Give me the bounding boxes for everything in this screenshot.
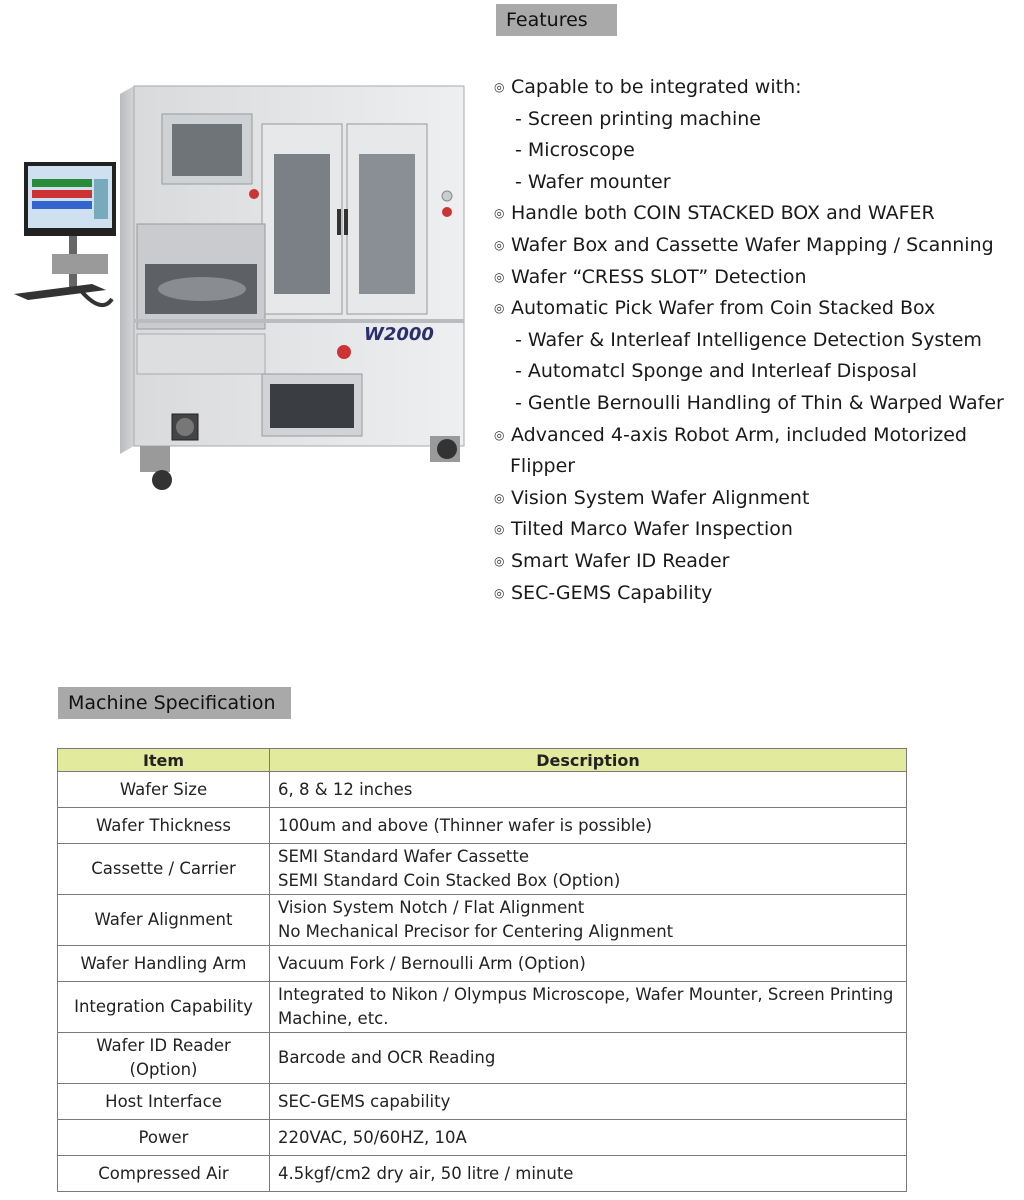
feature-text: Wafer “CRESS SLOT” Detection (511, 265, 807, 288)
spec-item-line: Wafer Thickness (96, 815, 231, 835)
spec-item-line: Integration Capability (74, 997, 253, 1016)
spec-row (58, 1156, 907, 1192)
feature-item (494, 262, 1019, 294)
bullet-icon: ◎ (494, 301, 505, 316)
feature-text: - Wafer mounter (515, 170, 671, 193)
feature-item (494, 483, 1019, 515)
spec-item-cell (58, 982, 270, 1033)
bullet-icon: ◎ (494, 553, 505, 568)
spec-item-line: Compressed Air (98, 1163, 229, 1183)
feature-item (494, 198, 1019, 230)
feature-item (494, 388, 1019, 420)
spec-row (58, 895, 907, 946)
spec-desc-line: No Mechanical Precisor for Centering Alignment (278, 922, 674, 941)
bullet-icon: ◎ (494, 522, 505, 537)
spec-row (58, 982, 907, 1033)
spec-desc-line: SEMI Standard Coin Stacked Box (Option) (278, 871, 621, 890)
spec-desc-line: 6, 8 & 12 inches (278, 779, 413, 799)
spec-item-line: Wafer Size (119, 779, 208, 799)
spec-item-cell (58, 1033, 270, 1084)
spec-desc-cell (270, 1084, 907, 1120)
spec-heading: Machine Specification (58, 687, 291, 719)
spec-desc-line: 220VAC, 50/60HZ, 10A (278, 1127, 467, 1147)
spec-desc-cell (270, 808, 907, 844)
feature-item (494, 325, 1019, 357)
bullet-icon: ◎ (494, 237, 505, 252)
feature-item (494, 72, 1019, 104)
feature-text: Capable to be integrated with: (511, 76, 802, 98)
model-label: W2000 (364, 324, 434, 345)
feature-item (494, 167, 1019, 199)
feature-text: - Screen printing machine (515, 107, 761, 130)
machine-photo (12, 84, 470, 496)
feature-item (494, 420, 1019, 452)
spec-desc-cell (270, 946, 907, 982)
feature-text: - Wafer & Interleaf Intelligence Detection System (515, 328, 982, 351)
spec-row (58, 1120, 907, 1156)
spec-item-line: Cassette / Carrier (91, 859, 236, 878)
spec-desc-line: 100um and above (Thinner wafer is possible) (278, 815, 653, 835)
spec-row (58, 772, 907, 808)
spec-item-line: Power (138, 1127, 189, 1147)
feature-text: SEC-GEMS Capability (511, 581, 713, 604)
spec-item-cell (58, 1156, 270, 1192)
feature-text: - Microscope (515, 139, 635, 162)
spec-desc-cell (270, 772, 907, 808)
spec-desc-cell (270, 1156, 907, 1192)
feature-text: Automatic Pick Wafer from Coin Stacked Box (511, 297, 936, 320)
spec-item-cell (58, 808, 270, 844)
feature-item (494, 578, 1019, 610)
spec-header-row (58, 749, 907, 772)
spec-row (58, 946, 907, 982)
feature-item (494, 451, 1019, 483)
spec-item-cell (58, 1120, 270, 1156)
spec-desc-line: Vision System Notch / Flat Alignment (278, 898, 585, 917)
spec-item-line: Wafer ID Reader (96, 1036, 231, 1055)
feature-text: Handle both COIN STACKED BOX and WAFER (511, 202, 935, 225)
spec-row (58, 1084, 907, 1120)
feature-item (494, 514, 1019, 546)
spec-item-cell (58, 844, 270, 895)
feature-text: Advanced 4-axis Robot Arm, included Motorized (511, 423, 967, 446)
spec-desc-line: Integrated to Nikon / Olympus Microscope, Wafer Mounter, Screen Printing (278, 985, 894, 1004)
spec-desc-line: Vacuum Fork / Bernoulli Arm (Option) (278, 953, 586, 973)
spec-item-cell (58, 1084, 270, 1120)
spec-item-line: Host Interface (105, 1091, 222, 1111)
feature-text: - Automatcl Sponge and Interleaf Disposal (515, 360, 917, 383)
feature-text: Wafer Box and Cassette Wafer Mapping / Scanning (511, 233, 994, 256)
spec-desc-cell (270, 895, 907, 946)
features-heading: Features (496, 4, 617, 36)
spec-row (58, 808, 907, 844)
feature-text: Smart Wafer ID Reader (511, 549, 730, 572)
bullet-icon: ◎ (494, 269, 505, 284)
feature-item (494, 230, 1019, 262)
spec-desc-line: SEMI Standard Wafer Cassette (278, 847, 529, 866)
feature-item (494, 293, 1019, 325)
feature-text: - Gentle Bernoulli Handling of Thin & Warped Wafer (515, 391, 1004, 414)
bullet-icon: ◎ (494, 490, 505, 505)
spec-desc-line: Machine, etc. (278, 1009, 389, 1028)
bullet-icon: ◎ (494, 206, 505, 221)
spec-desc-cell (270, 844, 907, 895)
spec-item-line: (Option) (129, 1060, 198, 1079)
bullet-icon: ◎ (494, 585, 505, 600)
features-list (494, 72, 1019, 609)
feature-item (494, 135, 1019, 167)
spec-desc-cell (270, 1120, 907, 1156)
feature-text: Vision System Wafer Alignment (511, 486, 810, 509)
bullet-icon: ◎ (494, 427, 505, 442)
spec-desc-cell (270, 982, 907, 1033)
spec-row (58, 844, 907, 895)
feature-item (494, 356, 1019, 388)
feature-item (494, 546, 1019, 578)
feature-text: Flipper (510, 455, 576, 478)
spec-table (57, 748, 907, 1192)
spec-desc-line: SEC-GEMS capability (278, 1091, 451, 1111)
col-desc-header: Description (270, 749, 907, 772)
spec-desc-cell (270, 1033, 907, 1084)
feature-item (494, 104, 1019, 136)
col-item-header: Item (58, 749, 270, 772)
bullet-icon: ◎ (494, 80, 505, 94)
spec-item-cell (58, 772, 270, 808)
spec-item-line: Wafer Alignment (94, 910, 233, 929)
spec-item-line: Wafer Handling Arm (80, 953, 247, 973)
spec-desc-line: 4.5kgf/cm2 dry air, 50 litre / minute (278, 1163, 574, 1183)
feature-text: Tilted Marco Wafer Inspection (511, 518, 793, 541)
spec-row (58, 1033, 907, 1084)
spec-item-cell (58, 895, 270, 946)
spec-desc-line: Barcode and OCR Reading (278, 1048, 496, 1067)
spec-item-cell (58, 946, 270, 982)
